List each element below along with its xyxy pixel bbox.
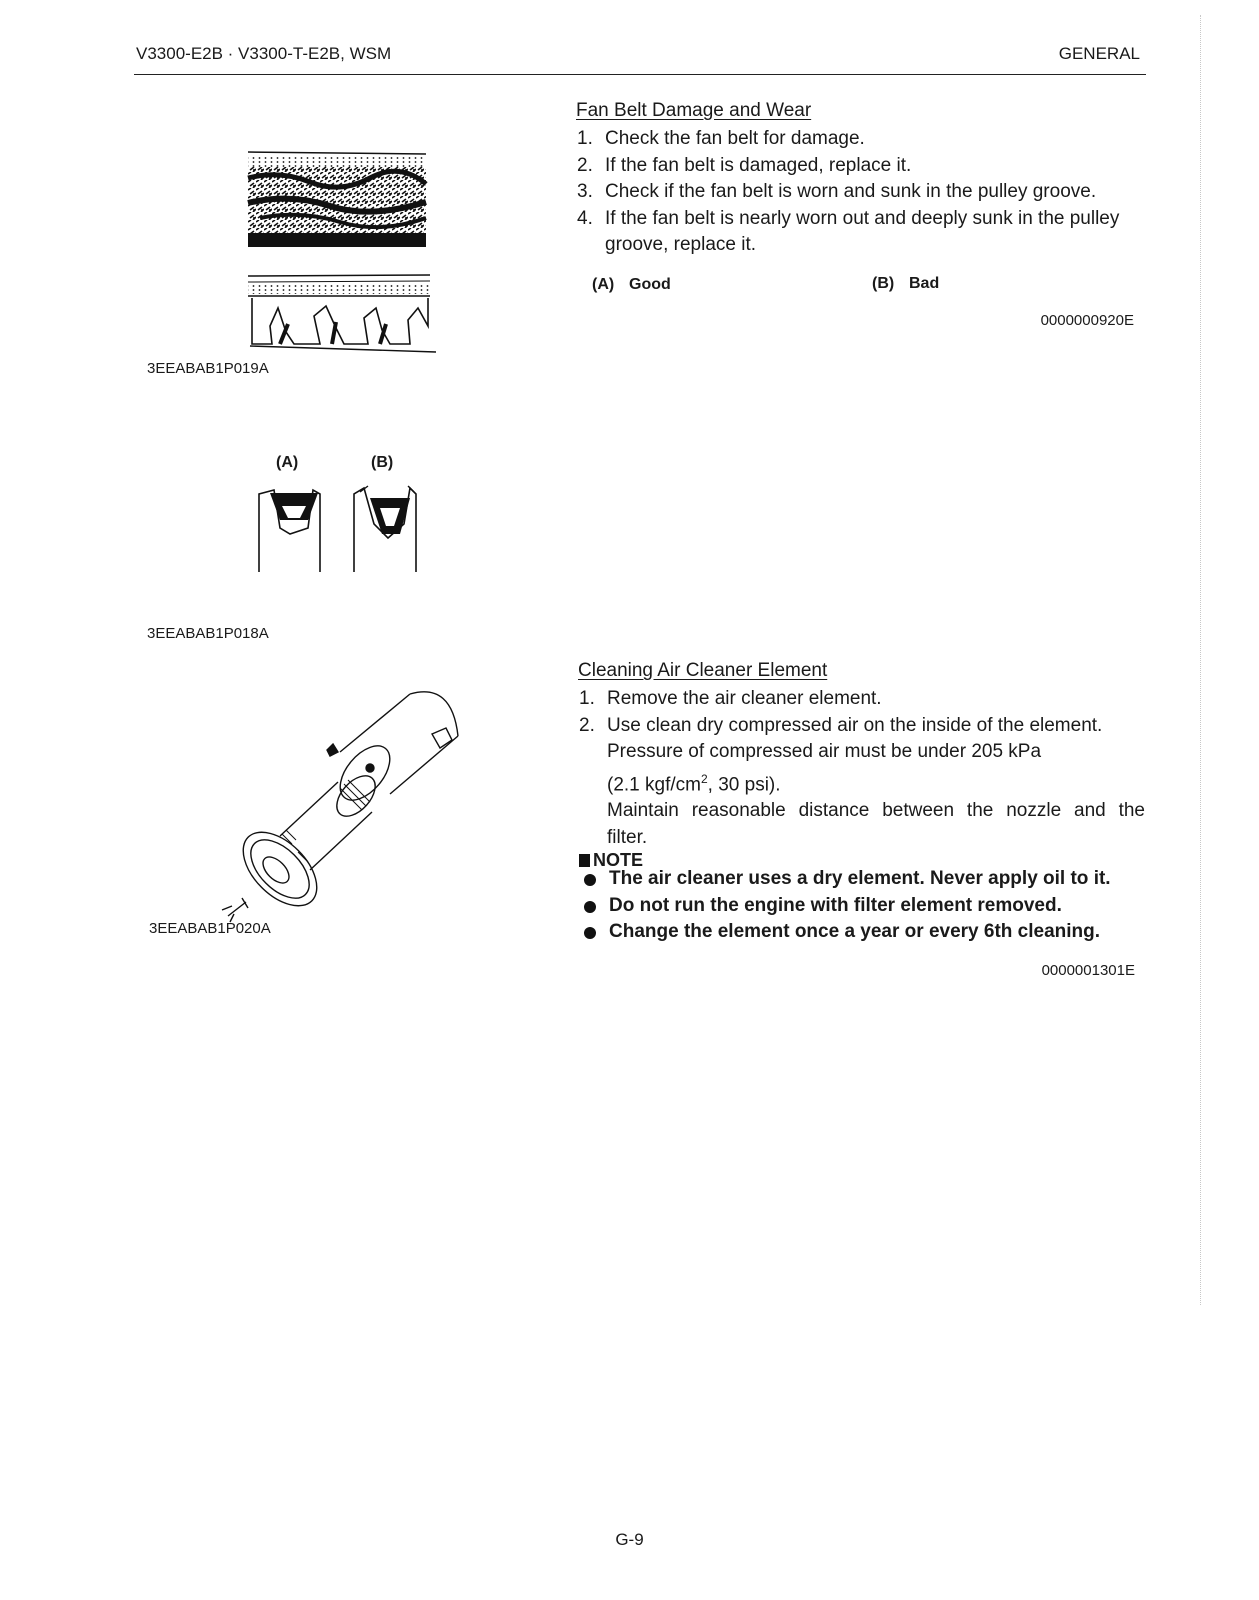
list-item	[578, 893, 1158, 920]
belt-groove-illustration	[250, 484, 430, 576]
groove-good	[259, 490, 320, 572]
step-number: 4.	[577, 207, 593, 229]
list-item	[578, 919, 1158, 946]
scan-edge	[1200, 15, 1201, 1305]
figure-code-belt-wear: 3EEABAB1P019A	[147, 360, 269, 377]
superscript: 2	[700, 771, 708, 786]
air-cleaner-title: Cleaning Air Cleaner Element	[578, 660, 828, 681]
legend-a-key: (A)	[592, 276, 615, 293]
belt-wear-illustration	[240, 148, 440, 358]
air-cleaner-code: 0000001301E	[1041, 962, 1135, 979]
figure-code-air-cleaner: 3EEABAB1P020A	[149, 920, 271, 937]
fan-belt-steps	[577, 126, 1149, 259]
bullet-icon	[578, 919, 609, 946]
list-item	[577, 206, 1149, 259]
pressure-text-b: , 30 psi).	[707, 773, 781, 795]
header-section-title: GENERAL	[1058, 44, 1140, 63]
page-number: G-9	[615, 1530, 644, 1549]
list-item	[579, 713, 1145, 852]
step-text: If the fan belt is damaged, replace it.	[605, 154, 912, 176]
list-item	[578, 866, 1158, 893]
note-label: NOTE	[593, 850, 644, 870]
belt-sample-bottom	[248, 275, 436, 352]
fan-belt-code: 0000000920E	[1040, 312, 1134, 329]
bullet-icon	[578, 866, 609, 893]
groove-label-b: (B)	[371, 454, 394, 471]
step-number: 1.	[579, 688, 595, 709]
legend-b-key: (B)	[872, 275, 895, 292]
air-cleaner-illustration	[220, 684, 470, 924]
note-text: Do not run the engine with filter element removed.	[609, 894, 1062, 916]
fan-belt-title: Fan Belt Damage and Wear	[576, 100, 812, 121]
step-number: 2.	[577, 154, 593, 176]
belt-sample-top	[248, 152, 426, 247]
legend-a-text: Good	[629, 276, 671, 293]
pressure-text-a: (2.1 kgf/cm	[607, 773, 701, 795]
note-text: The air cleaner uses a dry element. Never apply oil to it.	[609, 868, 1111, 889]
step-number: 3.	[577, 181, 593, 202]
air-cleaner-steps	[579, 686, 1145, 851]
note-list	[578, 866, 1158, 946]
bullet-icon	[578, 893, 609, 920]
step-line: Maintain reasonable distance between the nozzle and the	[607, 800, 1145, 822]
header-rule	[134, 74, 1146, 75]
step-number: 1.	[577, 128, 593, 149]
step-line	[607, 766, 1145, 799]
step-text: Check the fan belt for damage.	[605, 128, 865, 149]
step-line: filter.	[607, 826, 648, 848]
list-item	[577, 126, 1149, 153]
list-item	[577, 153, 1149, 180]
step-number: 2.	[579, 714, 595, 736]
step-text: Remove the air cleaner element.	[607, 688, 882, 709]
header-manual-title: V3300-E2B · V3300-T-E2B, WSM	[136, 44, 392, 63]
note-text: Change the element once a year or every 6th cleaning.	[609, 921, 1101, 942]
step-line: Use clean dry compressed air on the inside of the element.	[607, 714, 1103, 736]
step-text: If the fan belt is nearly worn out and deeply sunk in the pulley groove, replace it.	[605, 207, 1120, 255]
list-item	[579, 686, 1145, 713]
step-text: Check if the fan belt is worn and sunk in the pulley groove.	[605, 181, 1097, 202]
step-line: Pressure of compressed air must be under 205 kPa	[607, 741, 1042, 762]
legend-b-text: Bad	[909, 275, 940, 292]
step-text	[607, 713, 1145, 852]
figure-code-belt-groove: 3EEABAB1P018A	[147, 625, 269, 642]
list-item	[577, 179, 1149, 206]
groove-bad	[354, 486, 416, 572]
groove-label-a: (A)	[276, 454, 299, 471]
